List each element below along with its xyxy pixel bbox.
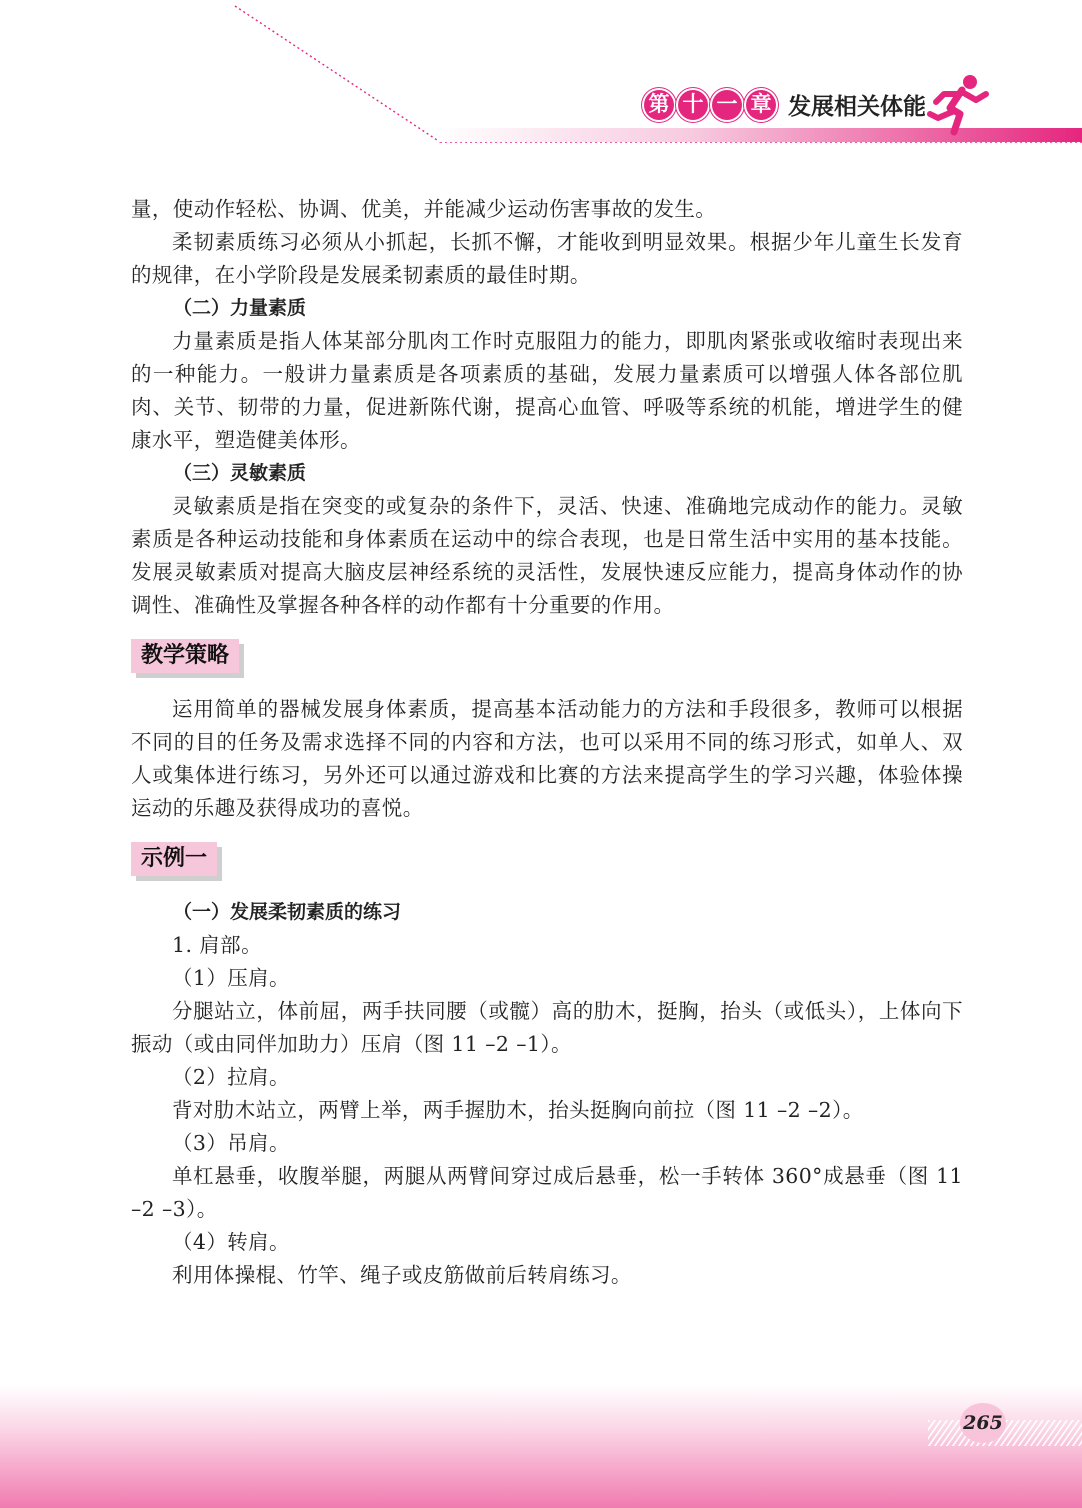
chapter-badge: 章 xyxy=(746,90,776,120)
list-item: （2）拉肩。 xyxy=(172,1065,290,1089)
page-number-badge xyxy=(960,1403,1006,1443)
subheading-flexibility: （一）发展柔韧素质的练习 xyxy=(173,901,402,923)
paragraph: 力量素质是指人体某部分肌肉工作时克服阻力的能力，即肌肉紧张或收缩时表现出来的一种能力。一般讲力量素质是各项素质的基础，发展力量素质可以增强人体各部位肌肉、关节、韧带的力量，促进新陈代谢，提高心血管、呼吸等系统的机能，增进学生的健康水平，塑造健美体形。 xyxy=(131,329,963,452)
runner-icon xyxy=(926,72,992,138)
paragraph: 量，使动作轻松、协调、优美，并能减少运动伤害事故的发生。 xyxy=(131,197,717,221)
chapter-badge: 第 xyxy=(644,90,674,120)
paragraph: 柔韧素质练习必须从小抓起，长抓不懈，才能收到明显效果。根据少年儿童生长发育的规律，在小学阶段是发展柔韧素质的最佳时期。 xyxy=(131,230,963,287)
subheading-agility: （三）灵敏素质 xyxy=(173,462,307,484)
paragraph: 背对肋木站立，两臂上举，两手握肋木，抬头挺胸向前拉（图 11 –2 –2）。 xyxy=(172,1098,864,1122)
paragraph: 分腿站立，体前屈，两手扶同腰（或髋）高的肋木，挺胸，抬头（或低头），上体向下振动（或由同伴加助力）压肩（图 11 –2 –1）。 xyxy=(131,999,963,1056)
list-item: （4）转肩。 xyxy=(172,1230,290,1254)
paragraph: 灵敏素质是指在突变的或复杂的条件下，灵活、快速、准确地完成动作的能力。灵敏素质是各种运动技能和身体素质在运动中的综合表现，也是日常生活中实用的基本技能。发展灵敏素质对提高大脑皮层神经系统的灵活性，发展快速反应能力，提高身体动作的协调性、准确性及掌握各种各样的动作都有十分重要的作用。 xyxy=(131,494,963,617)
paragraph: 运用简单的器械发展身体素质，提高基本活动能力的方法和手段很多，教师可以根据不同的目的任务及需求选择不同的内容和方法，也可以采用不同的练习形式，如单人、双人或集体进行练习，另外还可以通过游戏和比赛的方法来提高学生的学习兴趣，体验体操运动的乐趣及获得成功的喜悦。 xyxy=(131,697,963,820)
paragraph: 单杠悬垂，收腹举腿，两腿从两臂间穿过成后悬垂，松一手转体 360°成悬垂（图 11 –2 –3）。 xyxy=(131,1164,963,1221)
section-heading-example xyxy=(131,842,217,876)
page-header xyxy=(0,0,1082,160)
list-item: （3）吊肩。 xyxy=(172,1131,290,1155)
list-item: 1. 肩部。 xyxy=(172,933,262,957)
chapter-badge: 一 xyxy=(712,90,742,120)
paragraph: 利用体操棍、竹竿、绳子或皮筋做前后转肩练习。 xyxy=(172,1263,632,1287)
chapter-title: 发展相关体能 xyxy=(788,94,926,120)
list-item: （1）压肩。 xyxy=(172,966,290,990)
section-heading-strategy xyxy=(131,639,239,673)
page-number: 265 xyxy=(963,1412,1003,1434)
chapter-badge: 十 xyxy=(678,90,708,120)
section-label: 示例一 xyxy=(131,842,217,876)
page-footer xyxy=(0,1385,1082,1508)
subheading-strength: （二）力量素质 xyxy=(173,297,307,319)
section-label: 教学策略 xyxy=(131,639,239,673)
chapter-label xyxy=(644,88,926,121)
page-content xyxy=(131,193,963,1292)
